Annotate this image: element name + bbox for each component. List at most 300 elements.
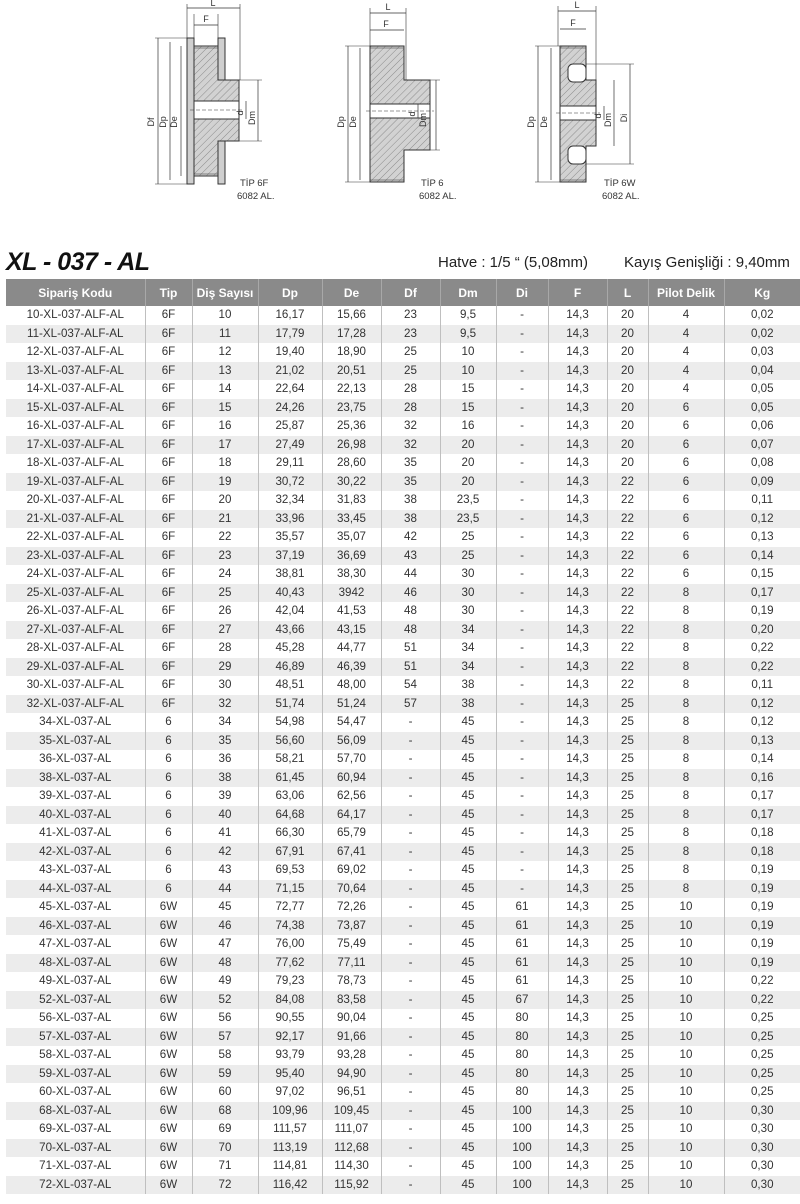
table-cell: 26 [192, 602, 258, 621]
table-cell: 0,16 [724, 769, 800, 788]
column-header: Tip [145, 279, 192, 306]
dim-label: Dm [247, 111, 257, 125]
table-cell: 25 [607, 898, 648, 917]
table-cell: 6 [145, 769, 192, 788]
table-cell: 45 [440, 880, 496, 899]
table-cell: 0,25 [724, 1028, 800, 1047]
table-cell: 8 [648, 843, 724, 862]
table-cell: 20,51 [322, 362, 381, 381]
table-cell: 27-XL-037-ALF-AL [6, 621, 145, 640]
table-row [6, 343, 800, 362]
table-cell: - [496, 584, 548, 603]
table-cell: 14,3 [548, 491, 607, 510]
table-cell: 51,74 [258, 695, 322, 714]
table-cell: 76,00 [258, 935, 322, 954]
table-cell: - [496, 491, 548, 510]
table-cell: 63,06 [258, 787, 322, 806]
diagram-material-label: 6082 AL. [237, 191, 275, 202]
table-cell: 10 [648, 917, 724, 936]
table-cell: 8 [648, 806, 724, 825]
table-cell: 8 [648, 880, 724, 899]
table-cell: 22 [607, 528, 648, 547]
table-cell: 24-XL-037-ALF-AL [6, 565, 145, 584]
table-cell: 0,30 [750, 1159, 774, 1172]
table-cell: - [496, 713, 548, 732]
table-cell: 44 [381, 565, 440, 584]
table-cell: 46-XL-037-AL [6, 917, 145, 936]
table-cell: 14,3 [548, 473, 607, 492]
table-cell: 42,04 [258, 602, 322, 621]
table-cell: 19,40 [258, 343, 322, 362]
dim-label: d [407, 111, 417, 117]
table-row [6, 436, 800, 455]
spec-table [6, 279, 800, 1194]
table-cell: 45-XL-037-AL [6, 898, 145, 917]
table-cell: 0,18 [750, 826, 774, 839]
table-cell: 0,08 [750, 456, 774, 469]
table-cell: 16,17 [258, 306, 322, 325]
table-cell: 6F [145, 676, 192, 695]
column-header: L [607, 279, 648, 306]
table-cell: 8 [648, 787, 724, 806]
product-header [0, 246, 800, 278]
table-cell: - [496, 639, 548, 658]
table-cell: 20 [607, 454, 648, 473]
table-cell: 29 [192, 658, 258, 677]
table-cell: 42-XL-037-AL [6, 843, 145, 862]
table-cell: 6F [145, 491, 192, 510]
table-cell: - [496, 417, 548, 436]
dim-label: Dp [526, 116, 536, 128]
table-cell: 10 [648, 1176, 724, 1195]
diagram-type-6w [535, 6, 634, 182]
table-cell: 4 [648, 380, 724, 399]
table-row [6, 380, 800, 399]
table-cell: 38 [192, 769, 258, 788]
table-cell: 45 [440, 806, 496, 825]
table-cell: 20 [440, 473, 496, 492]
table-cell: 6F [145, 417, 192, 436]
table-cell: 0,02 [750, 308, 774, 321]
table-cell: 0,11 [751, 678, 774, 691]
table-cell: - [496, 843, 548, 862]
table-cell: - [496, 362, 548, 381]
table-cell: 44 [192, 880, 258, 899]
table-cell: 25 [607, 806, 648, 825]
table-cell: 25 [607, 1102, 648, 1121]
table-cell: 14,3 [548, 1083, 607, 1102]
table-cell: 72,26 [322, 898, 381, 917]
table-cell: 13 [192, 362, 258, 381]
table-cell: 14,3 [548, 880, 607, 899]
table-cell: 25 [607, 1157, 648, 1176]
table-cell: 0,06 [750, 419, 774, 432]
table-cell: 28 [192, 639, 258, 658]
table-cell: 62,56 [322, 787, 381, 806]
table-cell: 14,3 [548, 1176, 607, 1195]
table-cell: 8 [648, 602, 724, 621]
table-cell: 93,28 [322, 1046, 381, 1065]
table-cell: 14 [192, 380, 258, 399]
table-cell: 39 [192, 787, 258, 806]
table-cell: 65,79 [322, 824, 381, 843]
table-cell: - [496, 621, 548, 640]
table-cell: 35,07 [322, 528, 381, 547]
table-cell: 57-XL-037-AL [6, 1028, 145, 1047]
table-cell: 46,39 [322, 658, 381, 677]
table-cell: 20 [440, 436, 496, 455]
table-cell: 100 [496, 1157, 548, 1176]
diagram-type-6 [345, 8, 440, 182]
table-cell: 8 [648, 861, 724, 880]
table-cell: 8 [648, 695, 724, 714]
table-cell: 43,15 [322, 621, 381, 640]
diagram-material-label: 6082 AL. [602, 191, 640, 202]
table-cell: 14,3 [548, 806, 607, 825]
table-cell: 25 [607, 1046, 648, 1065]
table-cell: 115,92 [322, 1176, 381, 1195]
table-cell: 6W [145, 1009, 192, 1028]
table-cell: 22 [607, 658, 648, 677]
table-cell: 38,81 [258, 565, 322, 584]
table-cell: 6F [145, 565, 192, 584]
table-cell: 0,17 [750, 789, 774, 802]
table-cell: 45 [440, 991, 496, 1010]
table-cell: 0,30 [724, 1102, 800, 1121]
table-cell: 6 [145, 843, 192, 862]
table-cell: 10 [440, 362, 496, 381]
table-cell: 45 [440, 917, 496, 936]
table-cell: 17 [192, 436, 258, 455]
table-cell: 35 [192, 732, 258, 751]
table-row [6, 491, 800, 510]
table-cell: 40-XL-037-AL [6, 806, 145, 825]
table-cell: - [496, 769, 548, 788]
table-cell: 25 [607, 713, 648, 732]
table-cell: 54 [381, 676, 440, 695]
table-cell: 6F [145, 602, 192, 621]
table-cell: 44,77 [322, 639, 381, 658]
table-cell: 28 [381, 399, 440, 418]
table-row [6, 528, 800, 547]
table-cell: 34 [440, 621, 496, 640]
table-cell: 10 [648, 1157, 724, 1176]
table-row [6, 658, 800, 677]
table-cell: 58,21 [258, 750, 322, 769]
table-cell: - [496, 528, 548, 547]
table-row [6, 1176, 800, 1195]
table-cell: 13-XL-037-ALF-AL [6, 362, 145, 381]
table-row [6, 954, 800, 973]
table-cell: 14,3 [548, 1046, 607, 1065]
table-cell: 0,02 [724, 325, 800, 344]
table-cell: 52-XL-037-AL [6, 991, 145, 1010]
table-cell: 14,3 [548, 325, 607, 344]
table-cell: - [381, 1176, 440, 1195]
table-cell: 36 [192, 750, 258, 769]
table-cell: 0,25 [750, 1085, 774, 1098]
table-row [6, 1139, 800, 1158]
column-header: Di [496, 279, 548, 306]
column-header: De [322, 279, 381, 306]
table-row [6, 362, 800, 381]
dim-label: Dp [336, 116, 346, 128]
table-cell: 6 [145, 787, 192, 806]
table-row [6, 1065, 800, 1084]
table-cell: 14,3 [548, 769, 607, 788]
table-cell: 80 [496, 1009, 548, 1028]
table-cell: 18-XL-037-ALF-AL [6, 454, 145, 473]
table-cell: 6W [145, 935, 192, 954]
table-cell: - [496, 547, 548, 566]
column-header: Kg [724, 279, 800, 306]
table-cell: 14,3 [548, 380, 607, 399]
table-cell: 8 [648, 769, 724, 788]
table-cell: 38,30 [322, 565, 381, 584]
table-body [6, 306, 800, 1194]
table-cell: 4 [648, 343, 724, 362]
table-cell: 100 [496, 1176, 548, 1195]
table-cell: 35-XL-037-AL [6, 732, 145, 751]
table-cell: 39-XL-037-AL [6, 787, 145, 806]
table-row [6, 510, 800, 529]
table-cell: 14,3 [548, 787, 607, 806]
table-cell: 25 [440, 528, 496, 547]
table-cell: 25 [607, 880, 648, 899]
table-cell: 6W [145, 917, 192, 936]
table-cell: 0,19 [750, 937, 774, 950]
dim-label: Dp [158, 116, 168, 128]
table-cell: 20-XL-037-ALF-AL [6, 491, 145, 510]
table-cell: 48,00 [322, 676, 381, 695]
table-cell: 20 [440, 454, 496, 473]
table-cell: 10 [648, 972, 724, 991]
table-cell: 22,13 [322, 380, 381, 399]
table-row [6, 454, 800, 473]
table-cell: 64,68 [258, 806, 322, 825]
table-cell: 80 [496, 1028, 548, 1047]
table-cell: 35,57 [258, 528, 322, 547]
table-cell: 14,3 [548, 417, 607, 436]
table-cell: 70 [192, 1139, 258, 1158]
table-cell: 17,28 [322, 325, 381, 344]
table-cell: 36,69 [322, 547, 381, 566]
table-cell: 22 [607, 510, 648, 529]
table-cell: - [496, 750, 548, 769]
table-cell: 6F [145, 306, 192, 325]
table-cell: 19 [192, 473, 258, 492]
table-cell: - [381, 1120, 440, 1139]
table-cell: 0,05 [724, 399, 800, 418]
table-cell: - [496, 473, 548, 492]
table-cell: 56,09 [322, 732, 381, 751]
table-cell: 93,79 [258, 1046, 322, 1065]
table-cell: 114,81 [258, 1157, 322, 1176]
table-cell: 41,53 [322, 602, 381, 621]
table-cell: - [496, 343, 548, 362]
table-cell: 25 [607, 917, 648, 936]
table-cell: 0,14 [750, 752, 774, 765]
table-cell: 60 [192, 1083, 258, 1102]
table-cell: 6W [145, 1046, 192, 1065]
table-row [6, 713, 800, 732]
table-cell: 6 [648, 436, 724, 455]
table-cell: - [381, 898, 440, 917]
table-cell: 14,3 [548, 713, 607, 732]
table-cell: 0,30 [750, 1122, 774, 1135]
table-cell: - [381, 843, 440, 862]
table-cell: 22 [607, 639, 648, 658]
table-cell: 109,96 [258, 1102, 322, 1121]
table-cell: 80 [496, 1046, 548, 1065]
table-cell: 25 [440, 547, 496, 566]
table-cell: 29-XL-037-ALF-AL [6, 658, 145, 677]
table-cell: 60-XL-037-AL [6, 1083, 145, 1102]
table-cell: - [496, 787, 548, 806]
table-cell: 6 [145, 824, 192, 843]
table-cell: 25 [192, 584, 258, 603]
table-cell: - [381, 935, 440, 954]
table-cell: 38 [440, 695, 496, 714]
table-cell: 6F [145, 510, 192, 529]
table-cell: 8 [648, 732, 724, 751]
table-cell: 45,28 [258, 639, 322, 658]
dim-label: F [570, 18, 576, 28]
belt-width-spec: Kayış Genişliği : 9,40mm [624, 254, 790, 271]
table-cell: 67 [496, 991, 548, 1010]
table-cell: 14,3 [548, 528, 607, 547]
table-cell: - [496, 658, 548, 677]
table-cell: 70,64 [322, 880, 381, 899]
table-cell: - [496, 861, 548, 880]
table-cell: 77,11 [322, 954, 381, 973]
table-cell: 14-XL-037-ALF-AL [6, 380, 145, 399]
table-row [6, 861, 800, 880]
table-cell: 48,51 [258, 676, 322, 695]
table-cell: 69 [192, 1120, 258, 1139]
table-cell: 90,04 [322, 1009, 381, 1028]
table-cell: 47-XL-037-AL [6, 935, 145, 954]
table-cell: 37,19 [258, 547, 322, 566]
table-cell: 109,45 [322, 1102, 381, 1121]
table-cell: 14,3 [548, 1102, 607, 1121]
table-cell: 16 [440, 417, 496, 436]
table-cell: - [496, 880, 548, 899]
table-cell: 14,3 [548, 436, 607, 455]
table-row [6, 1028, 800, 1047]
table-cell: 14,3 [548, 1120, 607, 1139]
table-cell: 32-XL-037-ALF-AL [6, 695, 145, 714]
table-cell: 22 [607, 473, 648, 492]
table-cell: 78,73 [322, 972, 381, 991]
table-cell: 73,87 [322, 917, 381, 936]
table-cell: 14,3 [548, 510, 607, 529]
table-cell: 51 [381, 639, 440, 658]
table-cell: 38 [381, 491, 440, 510]
table-cell: 16 [192, 417, 258, 436]
table-cell: 32 [381, 417, 440, 436]
table-cell: 95,40 [258, 1065, 322, 1084]
table-cell: 14,3 [548, 584, 607, 603]
table-cell: 41 [192, 824, 258, 843]
table-cell: 6 [648, 491, 724, 510]
table-cell: - [496, 510, 548, 529]
table-cell: 60,94 [322, 769, 381, 788]
table-cell: 25 [607, 695, 648, 714]
table-cell: 14,3 [548, 1139, 607, 1158]
table-cell: 83,58 [322, 991, 381, 1010]
table-cell: 54,47 [322, 713, 381, 732]
table-cell: - [381, 991, 440, 1010]
table-cell: 24 [192, 565, 258, 584]
table-cell: 45 [440, 1028, 496, 1047]
table-cell: 14,3 [548, 1065, 607, 1084]
table-cell: 0,22 [750, 641, 774, 654]
table-cell: 46,89 [258, 658, 322, 677]
table-cell: 45 [440, 861, 496, 880]
table-cell: 6W [145, 1176, 192, 1195]
table-cell: 61,45 [258, 769, 322, 788]
table-cell: 45 [440, 843, 496, 862]
table-cell: 14,3 [548, 1157, 607, 1176]
table-cell: 14,3 [548, 917, 607, 936]
table-cell: 30,72 [258, 473, 322, 492]
table-row [6, 695, 800, 714]
table-cell: 43-XL-037-AL [6, 861, 145, 880]
table-cell: 22 [607, 584, 648, 603]
table-cell: 22 [192, 528, 258, 547]
table-cell: 20 [607, 306, 648, 325]
table-cell: - [381, 806, 440, 825]
table-cell: 42 [192, 843, 258, 862]
table-row [6, 824, 800, 843]
table-cell: 45 [440, 935, 496, 954]
table-cell: 40 [192, 806, 258, 825]
table-cell: 45 [440, 713, 496, 732]
table-cell: 10 [648, 1046, 724, 1065]
table-cell: 10-XL-037-ALF-AL [6, 306, 145, 325]
table-cell: 61 [496, 935, 548, 954]
table-cell: 84,08 [258, 991, 322, 1010]
table-cell: 22 [607, 676, 648, 695]
table-cell: 49 [192, 972, 258, 991]
table-cell: 14,3 [548, 565, 607, 584]
table-cell: 43 [192, 861, 258, 880]
table-cell: 56 [192, 1009, 258, 1028]
table-cell: 36-XL-037-AL [6, 750, 145, 769]
table-cell: 25 [607, 1009, 648, 1028]
table-cell: 6F [145, 639, 192, 658]
table-cell: 6F [145, 695, 192, 714]
table-cell: - [381, 750, 440, 769]
table-row [6, 1046, 800, 1065]
table-cell: 6W [145, 898, 192, 917]
table-cell: 0,22 [724, 658, 800, 677]
table-cell: 56,60 [258, 732, 322, 751]
table-row [6, 547, 800, 566]
table-cell: 25 [607, 732, 648, 751]
table-cell: - [496, 454, 548, 473]
table-cell: 9,5 [440, 306, 496, 325]
table-cell: 51,24 [322, 695, 381, 714]
table-cell: 21 [192, 510, 258, 529]
table-cell: 0,04 [724, 362, 800, 381]
table-cell: 14,3 [548, 547, 607, 566]
table-cell: 0,22 [724, 991, 800, 1010]
table-cell: 8 [648, 750, 724, 769]
table-cell: 6 [648, 510, 724, 529]
table-cell: 14,3 [548, 750, 607, 769]
